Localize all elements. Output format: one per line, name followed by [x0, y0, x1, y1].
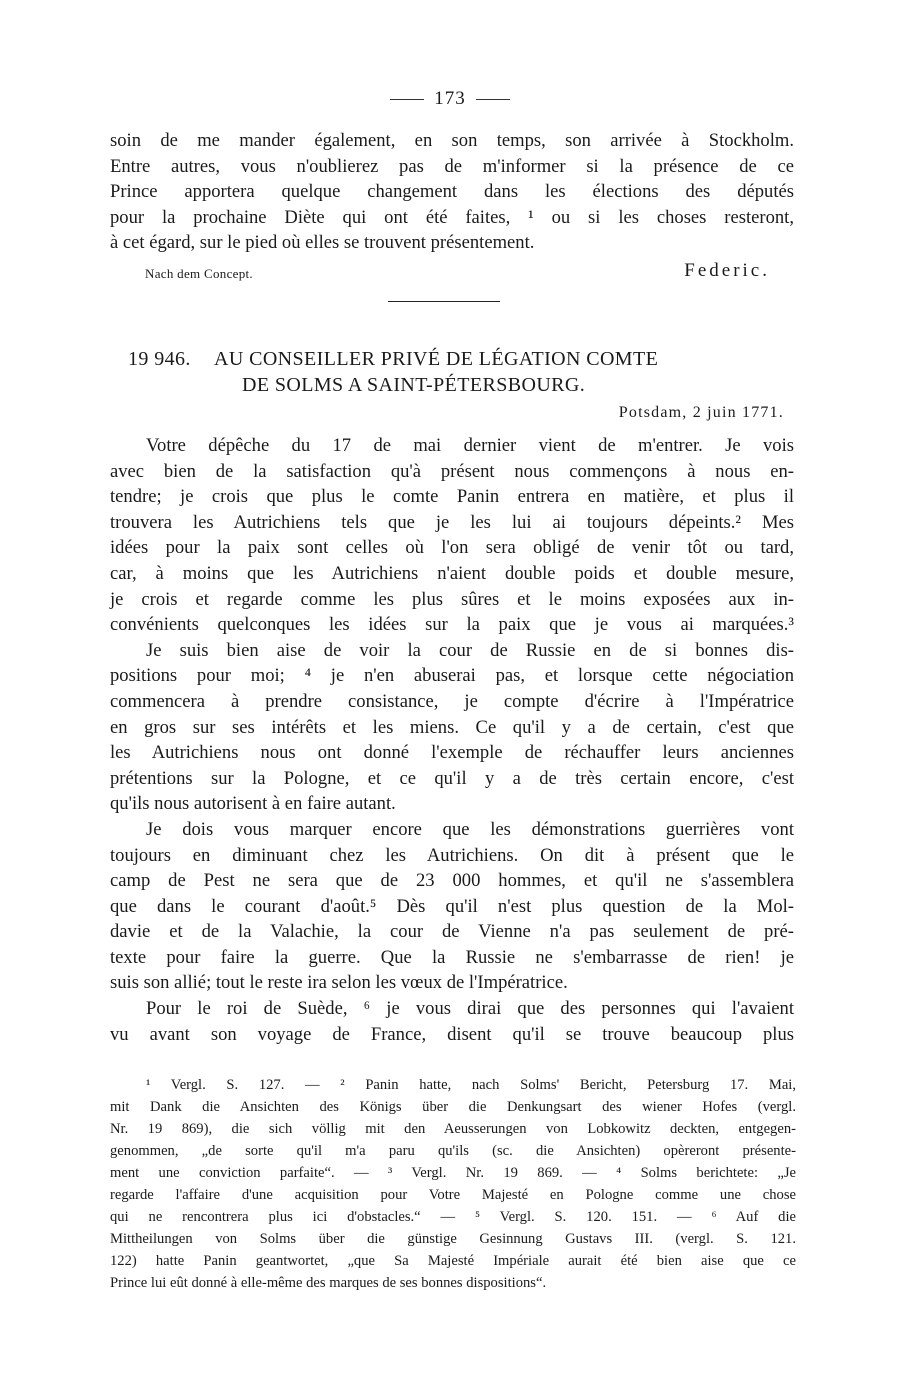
body-line: que dans le courant d'août.⁵ Dès qu'il n'est plus question de la Mol- [110, 895, 794, 917]
letter-body [110, 433, 794, 1047]
intro-line: à cet égard, sur le pied où elles se trouvent présentement. [110, 232, 535, 254]
body-line: en gros sur ses intérêts et les miens. Ce qu'il y a de certain, c'est que [110, 716, 794, 738]
intro-paragraph [110, 128, 794, 256]
body-line: toujours en diminuant chez les Autrichiens. On dit à présent que le [110, 844, 794, 866]
source-note: Nach dem Concept. [145, 266, 253, 281]
intro-line: pour la prochaine Diète qui ont été faites, ¹ ou si les choses resteront, [110, 206, 794, 228]
footnotes [110, 1074, 796, 1294]
footnote-line: regarde l'affaire d'une acquisition pour Votre Majesté en Pologne comme une chose [110, 1187, 796, 1203]
body-line: car, à moins que les Autrichiens n'aient double poids et double mesure, [110, 562, 794, 584]
intro-line: soin de me mander également, en son temps, son arrivée à Stockholm. [110, 130, 794, 151]
body-line: idées pour la paix sont celles où l'on sera obligé de venir tôt ou tard, [110, 537, 794, 559]
body-line: avec bien de la satisfaction qu'à présent nous commençons à nous en- [110, 460, 794, 482]
footnote-line: Mittheilungen von Solms über die günstige Gesinnung Gustavs III. (vergl. S. 121. [110, 1231, 796, 1247]
letter-title-line1: AU CONSEILLER PRIVÉ DE LÉGATION COMTE [214, 348, 659, 370]
intro-line: Prince apportera quelque changement dans les élections des députés [110, 181, 794, 203]
body-line: davie et de la Valachie, la cour de Vienne n'a pas seulement de pré- [110, 921, 794, 943]
body-line: prétentions sur la Pologne, et ce qu'il y a de très certain encore, c'est [110, 767, 794, 789]
body-line: trouvera les Autrichiens tels que je les lui ai toujours dépeints.² Mes [110, 511, 794, 533]
source-row [145, 260, 770, 286]
letter-heading [128, 346, 788, 398]
footnote-line: ment une conviction parfaite“. — ³ Vergl. Nr. 19 869. — ⁴ Solms berichtete: „Je [110, 1165, 796, 1181]
body-line: Je dois vous marquer encore que les démonstrations guerrières vont [146, 818, 794, 840]
section-divider [388, 301, 500, 302]
body-line: vu avant son voyage de France, disent qu'il se trouve beaucoup plus [110, 1023, 794, 1045]
header-dash-right [476, 99, 510, 100]
header-dash-left [390, 99, 424, 100]
body-line: camp de Pest ne sera que de 23 000 hommes, et qu'il ne s'assemblera [110, 870, 794, 892]
footnote-line: qui ne rencontrera plus ici d'obstacles.“ — ⁵ Vergl. S. 120. 151. — ⁶ Auf die [110, 1209, 796, 1225]
footnote-line: 122) hatte Panin geantwortet, „que Sa Majesté Impériale aurait été bien aise que ce [110, 1253, 796, 1269]
page-header [0, 88, 900, 110]
body-line: je crois et regarde comme les plus sûres et le moins exposées aux in- [110, 588, 794, 610]
signature: Federic. [684, 260, 770, 281]
footnote-line: Prince lui eût donné à elle-même des marques de ses bonnes dispositions“. [110, 1275, 547, 1291]
footnote-line: genommen, „de sorte qu'il m'a paru qu'ils (sc. die Ansichten) opèreront présente- [110, 1143, 796, 1159]
body-line: Je suis bien aise de voir la cour de Russie en de si bonnes dis- [146, 639, 794, 661]
footnote-line: mit Dank die Ansichten des Königs über die Denkungsart des wiener Hofes (vergl. [110, 1099, 796, 1115]
body-line: Votre dépêche du 17 de mai dernier vient de m'entrer. Je vois [146, 435, 794, 456]
body-line: texte pour faire la guerre. Que la Russie ne s'embarrasse de rien! je [110, 946, 794, 968]
footnote-line: ¹ Vergl. S. 127. — ² Panin hatte, nach Solms' Bericht, Petersburg 17. Mai, [146, 1077, 796, 1093]
body-line: suis son allié; tout le reste ira selon les vœux de l'Impératrice. [110, 972, 568, 994]
body-line: Pour le roi de Suède, ⁶ je vous dirai que des personnes qui l'avaient [146, 998, 794, 1020]
letter-dateline: Potsdam, 2 juin 1771. [618, 404, 784, 421]
intro-line: Entre autres, vous n'oublierez pas de m'informer si la présence de ce [110, 155, 794, 177]
body-line: convénients quelconques les idées sur la paix que je vous ai marquées.³ [110, 614, 794, 636]
body-line: commencera à prendre consistance, je compte d'écrire à l'Impératrice [110, 690, 794, 712]
body-line: les Autrichiens nous ont donné l'exemple de réchauffer leurs anciennes [110, 742, 794, 764]
body-line: tendre; je crois que plus le comte Panin entrera en matière, et plus il [110, 486, 794, 508]
body-line: positions pour moi; ⁴ je n'en abuserai pas, et lorsque cette négociation [110, 665, 794, 687]
body-line: qu'ils nous autorisent à en faire autant. [110, 793, 396, 815]
page-number: 173 [434, 88, 466, 109]
letter-title-line2: DE SOLMS A SAINT-PÉTERSBOURG. [242, 374, 586, 396]
letter-number: 19 946. [128, 348, 191, 370]
footnote-line: Nr. 19 869), die sich völlig mit den Aeusserungen von Lobkowitz deckten, entgegen- [110, 1121, 796, 1137]
